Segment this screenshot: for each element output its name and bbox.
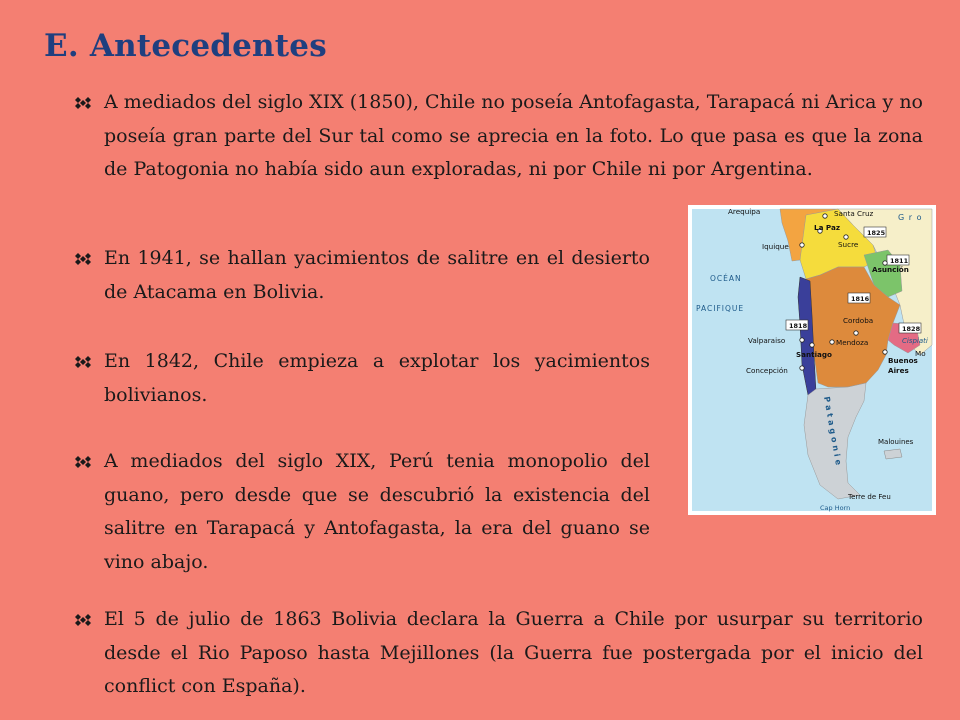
- bullet-guano: [73, 445, 650, 579]
- terre-de-feu-label: Terre de Feu: [848, 493, 891, 501]
- bullet-1941-salitre: [73, 242, 650, 309]
- diamond-bullet-icon: [73, 251, 93, 267]
- city-valparaiso-label: Valparaiso: [748, 336, 786, 345]
- south-america-map: [688, 205, 936, 515]
- city-cordoba-label: Cordoba: [843, 316, 874, 325]
- cispiati-label: Cispiati: [902, 337, 928, 345]
- diamond-bullet-icon: [73, 95, 93, 111]
- patagonie-label: Patagonie: [822, 395, 844, 469]
- bullet-text: El 5 de julio de 1863 Bolivia declara la Guerra a Chile por usurpar su territorio desde el Rio Paposo hasta Mejillones (la Guerra fue postergada por el inicio del conflict con España).: [104, 608, 923, 697]
- gro-label: G r o: [898, 213, 923, 222]
- city-santiago-label: Santiago: [796, 350, 832, 359]
- city-mo-label: Mo: [915, 349, 926, 358]
- city-santa-cruz-label: Santa Cruz: [834, 209, 874, 218]
- city-aires-label: Aires: [888, 366, 909, 375]
- year-1828-label: 1828: [902, 325, 921, 333]
- bullet-1850-territory: [73, 86, 923, 187]
- city-sucre-label: Sucre: [838, 240, 859, 249]
- year-1818-label: 1818: [789, 322, 808, 330]
- bullet-1842-explotar: [73, 345, 650, 412]
- city-la-paz-label: La Paz: [814, 223, 841, 232]
- malouines-islands: [884, 449, 902, 459]
- bullet-text: En 1842, Chile empieza a explotar los yacimientos bolivianos.: [104, 350, 650, 406]
- city-iquique-label: Iquique: [762, 242, 789, 251]
- cap-horn-label: Cap Horn: [820, 504, 851, 512]
- city-mendoza-label: Mendoza: [836, 338, 869, 347]
- ocean-label-1: OCÉAN: [710, 274, 742, 283]
- page-title: E. Antecedentes: [44, 28, 327, 64]
- bullet-1863-guerra: [73, 603, 923, 704]
- year-1816-label: 1816: [851, 295, 870, 303]
- ocean-label-2: PACIFIQUE: [696, 304, 745, 313]
- bullet-text: A mediados del siglo XIX, Perú tenia monopolio del guano, pero desde que se descubrió la existencia del salitre en Tarapacá y Antofagasta, la era del guano se vino abajo.: [104, 450, 650, 573]
- city-arequipa-label: Arequipa: [728, 207, 761, 216]
- bullet-text: En 1941, se hallan yacimientos de salitre en el desierto de Atacama en Bolivia.: [104, 247, 650, 303]
- malouines-label: Malouines: [878, 438, 914, 446]
- city-concepcion-label: Concepción: [746, 366, 788, 375]
- diamond-bullet-icon: [73, 454, 93, 470]
- diamond-bullet-icon: [73, 612, 93, 628]
- year-1811-label: 1811: [890, 257, 909, 265]
- city-asuncion-label: Asunción: [872, 265, 909, 274]
- year-1825-label: 1825: [867, 229, 886, 237]
- bullet-text: A mediados del siglo XIX (1850), Chile no poseía Antofagasta, Tarapacá ni Arica y no poseía gran parte del Sur tal como se aprecia en la foto. Lo que pasa es que la zona de Patogonia no había sido aun exploradas, ni por Chile ni por Argentina.: [104, 91, 923, 180]
- city-buenos-label: Buenos: [888, 356, 918, 365]
- diamond-bullet-icon: [73, 354, 93, 370]
